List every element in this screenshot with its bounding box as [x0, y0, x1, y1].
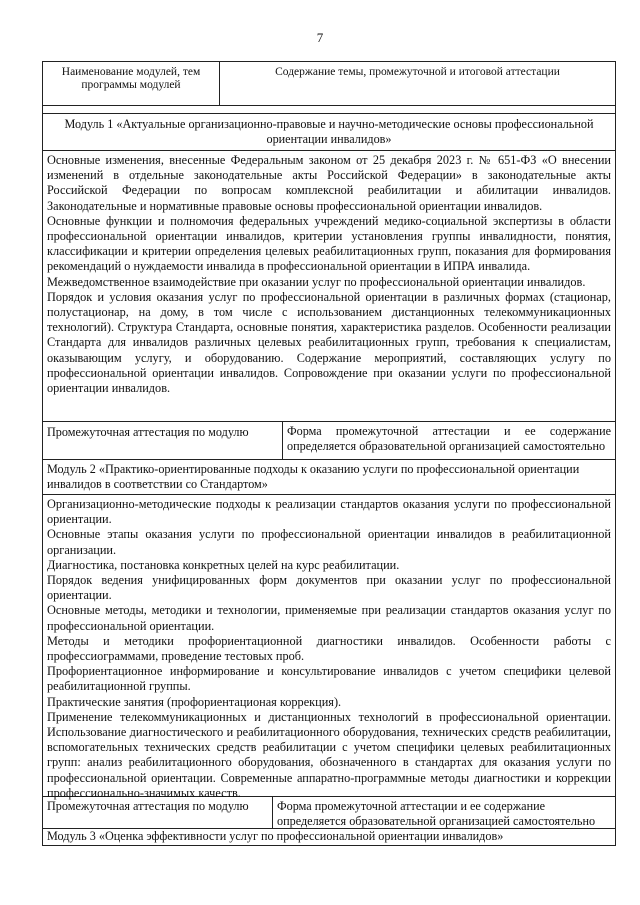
- header-modules-cell: Наименование модулей, тем программы модулей: [43, 62, 220, 105]
- module-2-paragraph: Основные этапы оказания услуги по профессиональной ориентации инвалидов в реабилитационной организации.: [47, 527, 611, 557]
- module-1-paragraph: Основные функции и полномочия федеральных учреждений медико-социальной экспертизы в области профессиональной ориентации инвалидов, критерии установления группы инвалидности, понятия, классификации и критерии определения целевых реабилитационных групп, показания для формирования рекомендаций о нуждаемости инвалида в профессиональной ориентации в ИПРА инвалида.: [47, 213, 611, 274]
- module-1-attestation-row: [43, 422, 615, 460]
- module-3-title: Модуль 3 «Оценка эффективности услуг по профессиональной ориентации инвалидов»: [47, 829, 504, 843]
- module-1-paragraph: Основные изменения, внесенные Федеральным законом от 25 декабря 2023 г. № 651-ФЗ «О внесении изменений в отдельные законодательные акты Российской Федерации» в законодательные акты Российской Федерации по вопросам комплексной реабилитации и абилитации инвалидов. Законодательные и нормативные правовые основы профессиональной ориентации инвалидов.: [47, 153, 611, 213]
- page-number: 7: [316, 30, 324, 45]
- module-1-title: Модуль 1 «Актуальные организационно-правовые и научно-методические основы профессиональной ориентации инвалидов»: [43, 114, 615, 151]
- module-1-content: [43, 151, 615, 422]
- header-content-cell: Содержание темы, промежуточной и итоговой аттестации: [275, 66, 560, 78]
- module-2-paragraph: Методы и методики профориентационной диагностики инвалидов. Особенности работы с профессиограммами, проведение тестовых проб.: [47, 633, 611, 664]
- table-header-row: [43, 62, 615, 106]
- module-2-paragraph: Основные методы, методики и технологии, применяемые при реализации стандартов оказания услуг по профессиональной ориентации.: [47, 603, 611, 633]
- module-2-attestation-label: Промежуточная аттестация по модулю: [43, 797, 273, 828]
- module-1-paragraph: Порядок и условия оказания услуг по профессиональной ориентации в различных формах (стационар, полустационар, на дому, в том числе с использованием дистанционных телекоммуникационных технологий). Структура Стандарта, основные понятия, характеристика разделов. Особенности реализации Стандарта для инвалидов различных целевых реабилитационных групп, требования к специалистам, оказывающим услугу, и оборудованию. Содержание мероприятий, составляющих услугу по профессиональной ориентации инвалидов. Сопровождение при оказании услуги по профессиональной ориентации инвалидов.: [47, 289, 611, 396]
- module-2-attestation-text: Форма промежуточной аттестации и ее содержание определяется образовательной организацией самостоятельно: [277, 799, 596, 828]
- module-2-paragraph: Диагностика, постановка конкретных целей на курс реабилитации.: [47, 557, 400, 572]
- module-2-paragraph: Применение телекоммуникационных и дистанционных технологий в профессиональной ориентации. Использование диагностического и реабилитационного оборудования, технических средств реабилитации, вспомогательных технических средств реабилитации с учетом специфики целевых реабилитационных групп: анализ реабилитационного оборудования, обозначенного в стандартах для оказания услуги по профессиональной ориентации. Современные аппаратно-программные методы диагностики и коррекции профессионально-значимых качеств.: [47, 709, 611, 800]
- module-2-paragraph: Профориентационное информирование и консультирование инвалидов с учетом специфики целевой реабилитационной группы.: [47, 664, 611, 694]
- module-1-attestation-label: Промежуточная аттестация по модулю: [43, 422, 283, 459]
- program-table: [42, 61, 616, 846]
- module-2-paragraph: Организационно-методические подходы к реализации стандартов оказания услуги по профессиональной ориентации.: [47, 497, 611, 527]
- module-2-paragraph: Порядок ведения унифицированных форм документов при оказании услуг по профессиональной ориентации.: [47, 573, 611, 603]
- module-2-paragraph: Практические занятия (профориентационая коррекция).: [47, 694, 342, 709]
- module-1-paragraph: Межведомственное взаимодействие при оказании услуг по профессиональной ориентации инвалидов.: [47, 274, 586, 289]
- module-2-attestation-row: [43, 797, 615, 829]
- module-2-title: Модуль 2 «Практико-ориентированные подходы к оказанию услуги по профессиональной ориентации инвалидов в соответствии со Стандартом»: [43, 460, 615, 495]
- module-2-content: [43, 495, 615, 800]
- module-1-attestation-text: Форма промежуточной аттестации и ее содержание определяется образовательной организацией самостоятельно: [287, 424, 611, 453]
- spacer-row: [43, 106, 615, 114]
